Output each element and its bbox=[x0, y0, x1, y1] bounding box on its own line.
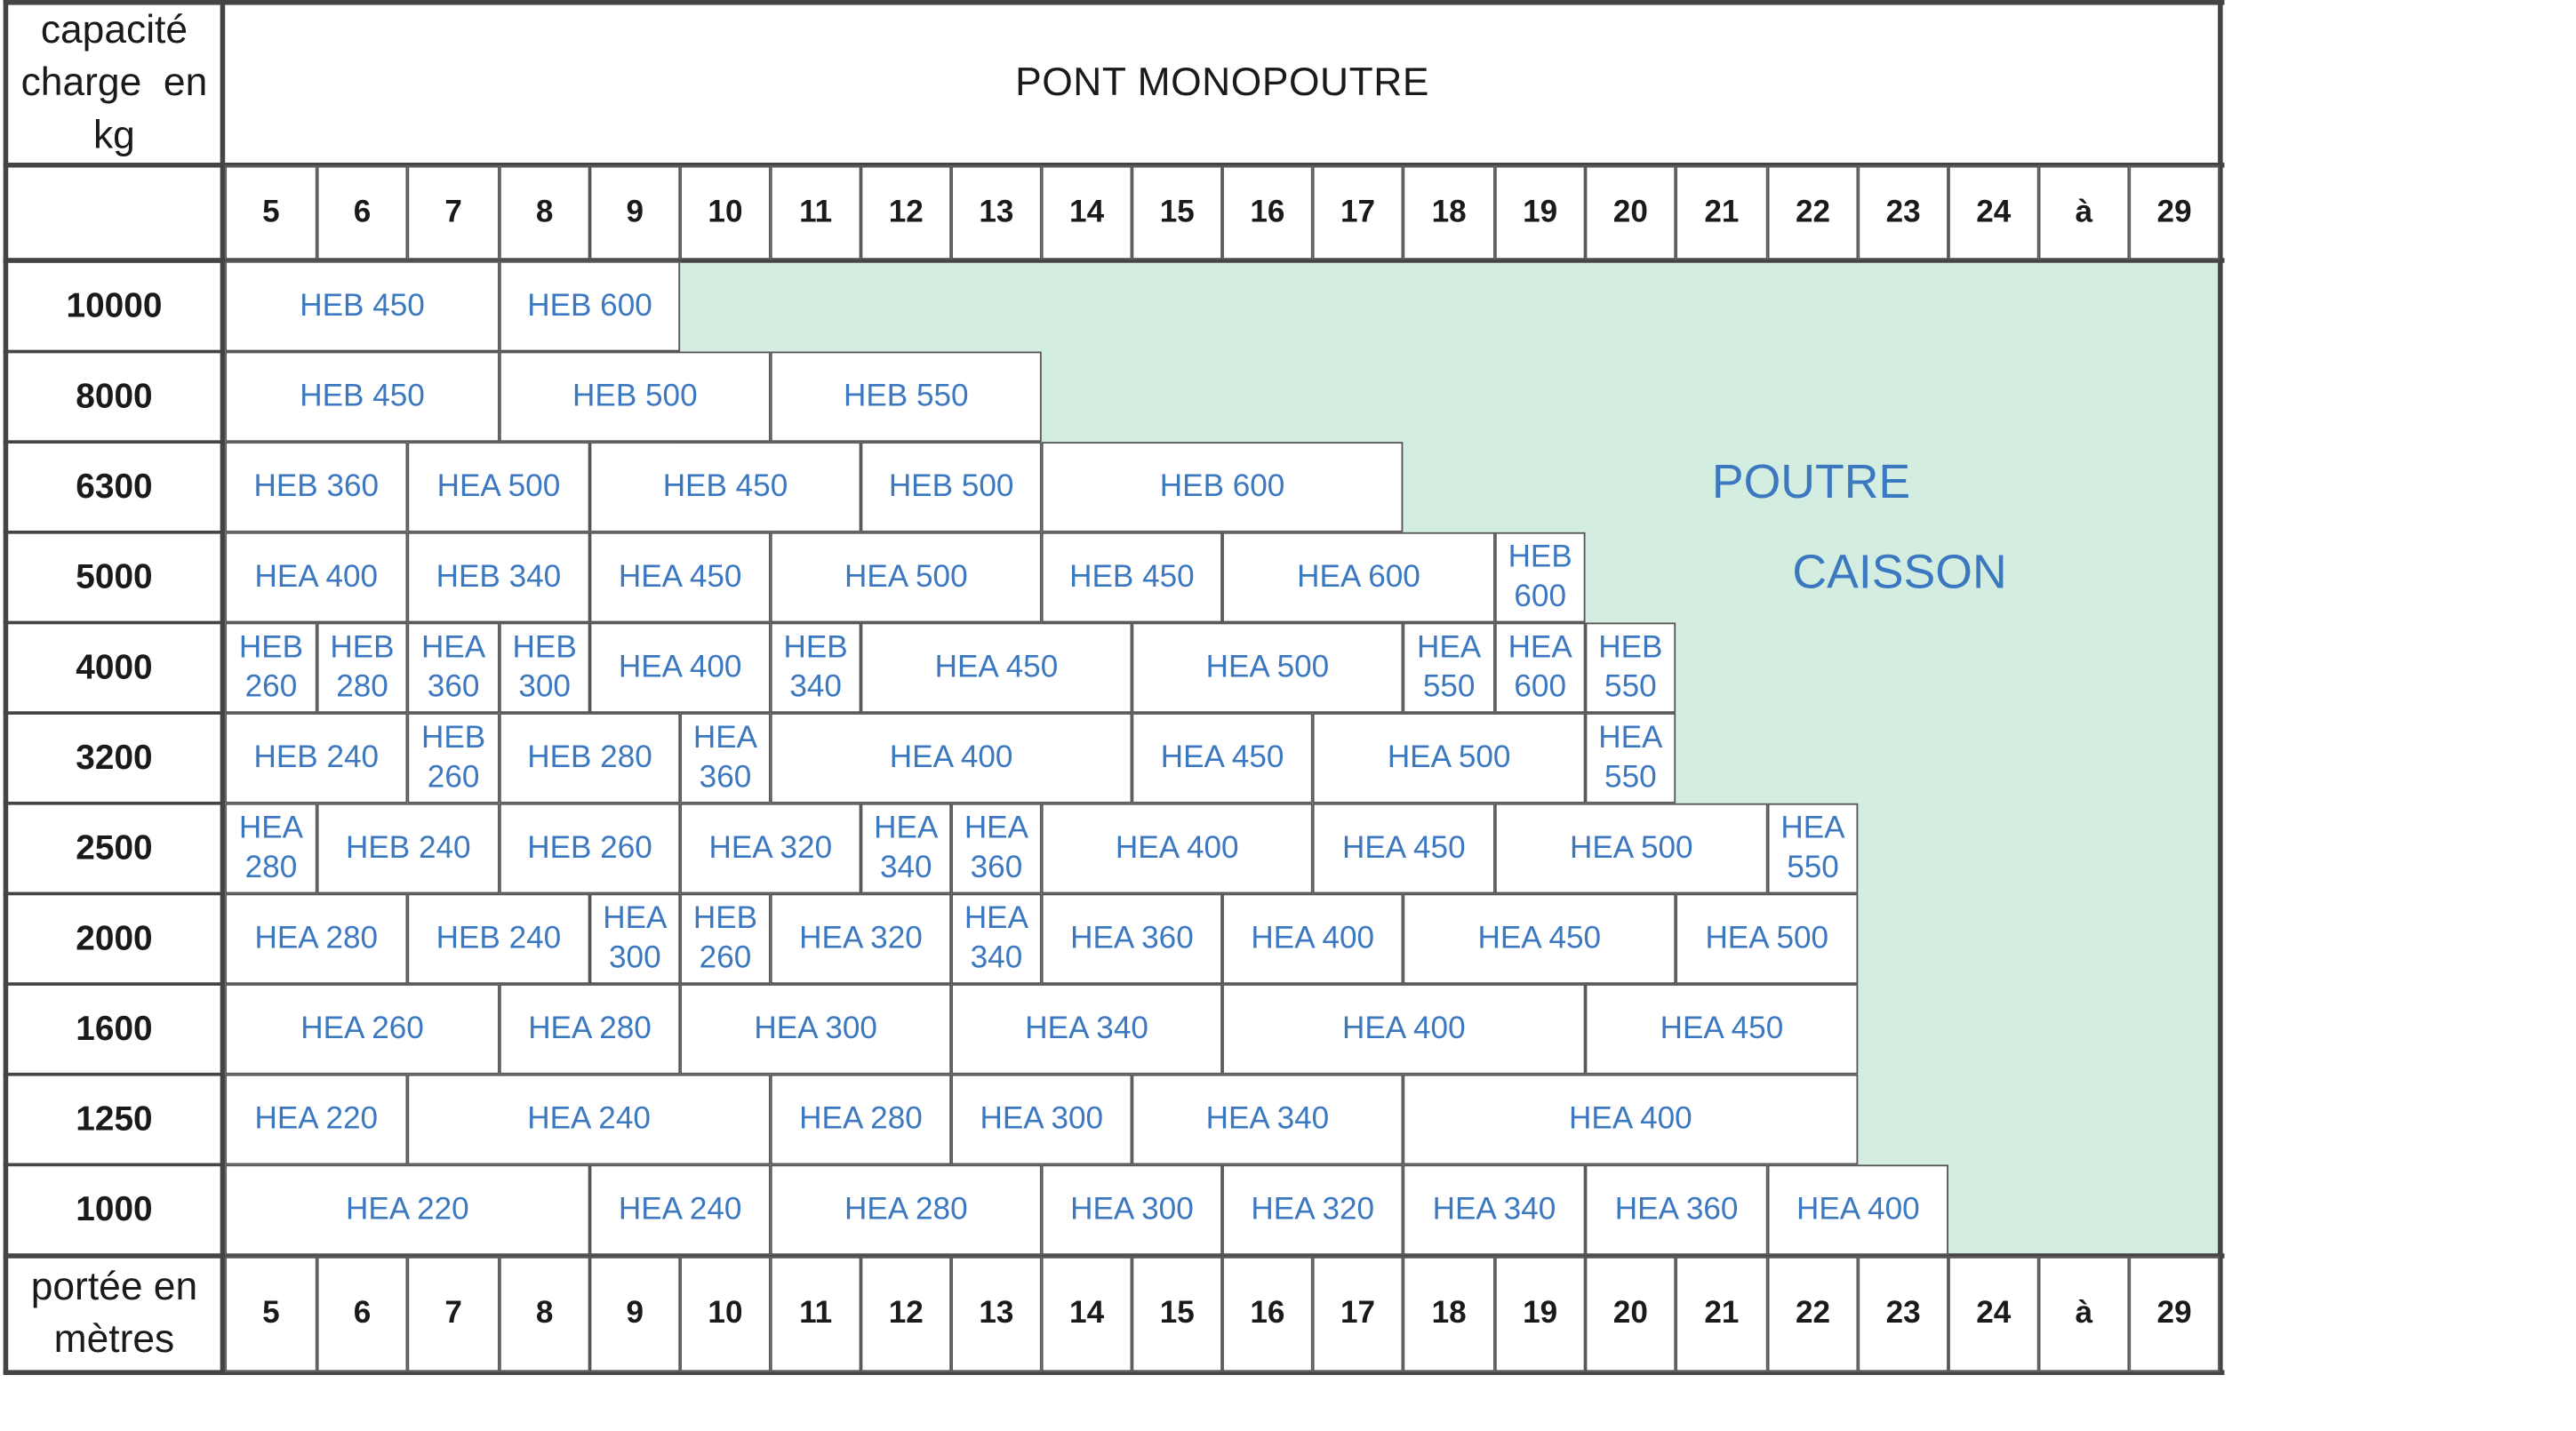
capacity-header bbox=[6, 4, 221, 163]
beam-profile-cell: HEA 550 bbox=[1403, 622, 1495, 713]
beam-profile-cell: HEB 450 bbox=[1042, 532, 1222, 623]
beam-profile-cell: HEA 300 bbox=[1042, 1164, 1222, 1255]
beam-profile-cell: HEB 600 bbox=[1042, 442, 1404, 532]
span-header-top-cell: 10 bbox=[680, 166, 771, 260]
beam-profile-cell: HEB 280 bbox=[317, 622, 408, 713]
beam-profile-cell: HEA 400 bbox=[1403, 1075, 1858, 1165]
beam-profile-cell: HEA 600 bbox=[1222, 532, 1495, 623]
span-header-bottom-cell: 5 bbox=[225, 1257, 317, 1371]
beam-profile-cell: HEA 340 bbox=[860, 803, 951, 894]
beam-profile-cell: HEB 450 bbox=[225, 352, 500, 443]
span-header-bottom-cell: 22 bbox=[1768, 1257, 1859, 1371]
span-header-bottom-cell: à bbox=[2039, 1257, 2130, 1371]
beam-profile-cell: HEA 300 bbox=[590, 893, 681, 984]
beam-profile-cell: HEA 400 bbox=[1222, 984, 1585, 1075]
table-title: PONT MONOPOUTRE bbox=[1015, 60, 1430, 105]
beam-profile-cell: HEA 400 bbox=[1222, 893, 1403, 984]
span-header-bottom-cell: 6 bbox=[317, 1257, 408, 1371]
load-capacity-cell: 2000 bbox=[76, 919, 153, 957]
span-header-top-cell: 24 bbox=[1948, 166, 2039, 260]
beam-profile-cell: HEA 300 bbox=[680, 984, 951, 1075]
beam-profile-cell: HEA 450 bbox=[1586, 984, 1859, 1075]
beam-profile-cell: HEB 340 bbox=[771, 622, 861, 713]
beam-profile-cell: HEA 320 bbox=[680, 803, 860, 894]
span-header-line1: portée en bbox=[30, 1265, 198, 1310]
beam-profile-cell: HEA 320 bbox=[1222, 1164, 1403, 1255]
beam-profile-cell: HEB 300 bbox=[500, 622, 590, 713]
beam-profile-cell: HEA 550 bbox=[1586, 713, 1676, 803]
beam-profile-cell: HEA 550 bbox=[1768, 803, 1859, 894]
beam-profile-cell: HEA 340 bbox=[951, 893, 1042, 984]
span-header-bottom-cell: 21 bbox=[1676, 1257, 1768, 1371]
span-header bbox=[6, 1257, 221, 1371]
beam-profile-cell: HEA 220 bbox=[225, 1075, 407, 1165]
span-header-top-cell: 7 bbox=[407, 166, 499, 260]
span-header-bottom-cell: 18 bbox=[1403, 1257, 1495, 1371]
load-capacity-cell: 1000 bbox=[76, 1190, 153, 1228]
caisson-word-poutre: POUTRE bbox=[1711, 456, 1911, 509]
span-header-bottom-cell: 15 bbox=[1132, 1257, 1222, 1371]
beam-profile-cell: HEB 600 bbox=[500, 261, 680, 352]
span-header-bottom-cell: 24 bbox=[1948, 1257, 2039, 1371]
beam-profile-cell: HEA 450 bbox=[1403, 893, 1676, 984]
capacity-header-line1: capacité bbox=[40, 7, 188, 52]
beam-profile-cell: HEA 500 bbox=[1676, 893, 1858, 984]
span-header-top-cell: 5 bbox=[225, 166, 317, 260]
span-header-top-cell: 23 bbox=[1858, 166, 1948, 260]
span-header-bottom-cell: 7 bbox=[407, 1257, 499, 1371]
span-header-top-cell: 12 bbox=[860, 166, 951, 260]
beam-profile-cell: HEB 240 bbox=[317, 803, 500, 894]
span-header-bottom-cell: 13 bbox=[951, 1257, 1042, 1371]
span-header-top-cell: 15 bbox=[1132, 166, 1222, 260]
span-header-top-cell: 21 bbox=[1676, 166, 1768, 260]
beam-profile-cell: HEB 260 bbox=[500, 803, 680, 894]
load-capacity-cell: 1600 bbox=[76, 1009, 153, 1048]
beam-profile-cell: HEA 240 bbox=[590, 1164, 771, 1255]
span-header-top-cell: 20 bbox=[1586, 166, 1676, 260]
beam-profile-cell: HEA 300 bbox=[951, 1075, 1132, 1165]
beam-profile-cell: HEB 500 bbox=[500, 352, 771, 443]
span-header-line2: mètres bbox=[53, 1317, 175, 1363]
beam-profile-cell: HEB 240 bbox=[225, 713, 407, 803]
beam-profile-cell: HEA 500 bbox=[407, 442, 589, 532]
capacity-header-line2: charge en bbox=[20, 60, 208, 105]
load-capacity-cell: 3200 bbox=[76, 738, 153, 777]
beam-profile-cell: HEB 340 bbox=[407, 532, 589, 623]
beam-profile-cell: HEB 450 bbox=[590, 442, 861, 532]
beam-profile-cell: HEA 360 bbox=[407, 622, 499, 713]
beam-profile-cell: HEA 360 bbox=[951, 803, 1042, 894]
beam-profile-cell: HEB 260 bbox=[680, 893, 771, 984]
beam-profile-cell: HEA 400 bbox=[771, 713, 1132, 803]
beam-profile-cell: HEB 600 bbox=[1495, 532, 1586, 623]
load-capacity-cell: 6300 bbox=[76, 467, 153, 506]
span-header-top-cell: 22 bbox=[1768, 166, 1859, 260]
beam-profile-cell: HEA 500 bbox=[1495, 803, 1768, 894]
beam-profile-cell: HEA 400 bbox=[590, 622, 771, 713]
span-header-bottom-cell: 29 bbox=[2129, 1257, 2220, 1371]
span-header-top-cell: 16 bbox=[1222, 166, 1313, 260]
capacity-header-line3: kg bbox=[93, 112, 135, 157]
beam-profile-cell: HEA 320 bbox=[771, 893, 951, 984]
beam-profile-cell: HEA 220 bbox=[225, 1164, 589, 1255]
span-header-top-cell: 19 bbox=[1495, 166, 1586, 260]
span-header-bottom-cell: 20 bbox=[1586, 1257, 1676, 1371]
load-capacity-cell: 5000 bbox=[76, 557, 153, 596]
beam-profile-cell: HEB 360 bbox=[225, 442, 407, 532]
span-header-bottom-cell: 17 bbox=[1313, 1257, 1404, 1371]
span-header-top-cell: 6 bbox=[317, 166, 408, 260]
load-capacity-cell: 1250 bbox=[76, 1099, 153, 1138]
load-capacity-cell: 2500 bbox=[76, 828, 153, 867]
beam-profile-cell: HEB 260 bbox=[407, 713, 499, 803]
beam-profile-cell: HEB 260 bbox=[225, 622, 317, 713]
beam-profile-cell: HEA 280 bbox=[500, 984, 680, 1075]
beam-profile-cell: HEA 340 bbox=[951, 984, 1222, 1075]
beam-profile-cell: HEB 240 bbox=[407, 893, 589, 984]
beam-profile-cell: HEB 550 bbox=[771, 352, 1042, 443]
beam-profile-cell: HEA 450 bbox=[1132, 713, 1312, 803]
span-header-bottom-cell: 11 bbox=[771, 1257, 861, 1371]
beam-profile-cell: HEA 500 bbox=[1313, 713, 1586, 803]
beam-profile-cell: HEA 450 bbox=[590, 532, 771, 623]
beam-profile-cell: HEA 240 bbox=[407, 1075, 770, 1165]
beam-profile-cell: HEA 340 bbox=[1403, 1164, 1585, 1255]
beam-profile-cell: HEA 340 bbox=[1132, 1075, 1403, 1165]
beam-profile-cell: HEB 450 bbox=[225, 261, 500, 352]
load-capacity-cell: 4000 bbox=[76, 648, 153, 686]
beam-profile-cell: HEB 500 bbox=[860, 442, 1041, 532]
beam-profile-cell: HEA 450 bbox=[860, 622, 1132, 713]
beam-profile-cell: HEA 400 bbox=[1042, 803, 1313, 894]
span-header-top-cell: 9 bbox=[590, 166, 681, 260]
beam-profile-cell: HEA 360 bbox=[1042, 893, 1222, 984]
beam-profile-cell: HEA 360 bbox=[680, 713, 771, 803]
span-header-bottom-cell: 16 bbox=[1222, 1257, 1313, 1371]
grid-line bbox=[4, 0, 2225, 5]
span-header-top-cell: 8 bbox=[500, 166, 590, 260]
span-header-bottom-cell: 23 bbox=[1858, 1257, 1948, 1371]
beam-profile-cell: HEA 400 bbox=[225, 532, 407, 623]
beam-profile-cell: HEB 280 bbox=[500, 713, 680, 803]
beam-profile-cell: HEA 260 bbox=[225, 984, 500, 1075]
beam-profile-cell: HEA 500 bbox=[771, 532, 1042, 623]
beam-profile-cell: HEA 280 bbox=[771, 1164, 1042, 1255]
span-header-top-cell: 18 bbox=[1403, 166, 1495, 260]
span-header-bottom-cell: 14 bbox=[1042, 1257, 1132, 1371]
load-capacity-cell: 10000 bbox=[66, 286, 163, 325]
beam-profile-cell: HEA 280 bbox=[225, 803, 317, 894]
span-header-top-cell: à bbox=[2039, 166, 2130, 260]
span-header-top-cell: 17 bbox=[1313, 166, 1404, 260]
beam-profile-cell: HEA 280 bbox=[225, 893, 407, 984]
span-header-top-cell: 13 bbox=[951, 166, 1042, 260]
load-capacity-cell: 8000 bbox=[76, 377, 153, 415]
beam-profile-cell: HEA 450 bbox=[1313, 803, 1495, 894]
span-header-top-cell: 29 bbox=[2129, 166, 2220, 260]
caisson-word-caisson: CAISSON bbox=[1792, 547, 2007, 600]
beam-profile-cell: HEA 360 bbox=[1586, 1164, 1768, 1255]
span-header-bottom-cell: 12 bbox=[860, 1257, 951, 1371]
beam-profile-cell: HEA 280 bbox=[771, 1075, 951, 1165]
beam-profile-cell: HEA 400 bbox=[1768, 1164, 1948, 1255]
span-header-bottom-cell: 10 bbox=[680, 1257, 771, 1371]
span-header-top-cell: 14 bbox=[1042, 166, 1132, 260]
beam-profile-cell: HEB 550 bbox=[1586, 622, 1676, 713]
span-header-top-cell: 11 bbox=[771, 166, 861, 260]
beam-profile-cell: HEA 500 bbox=[1132, 622, 1403, 713]
span-header-bottom-cell: 19 bbox=[1495, 1257, 1586, 1371]
span-header-bottom-cell: 8 bbox=[500, 1257, 590, 1371]
beam-profile-cell: HEA 600 bbox=[1495, 622, 1586, 713]
span-header-bottom-cell: 9 bbox=[590, 1257, 681, 1371]
